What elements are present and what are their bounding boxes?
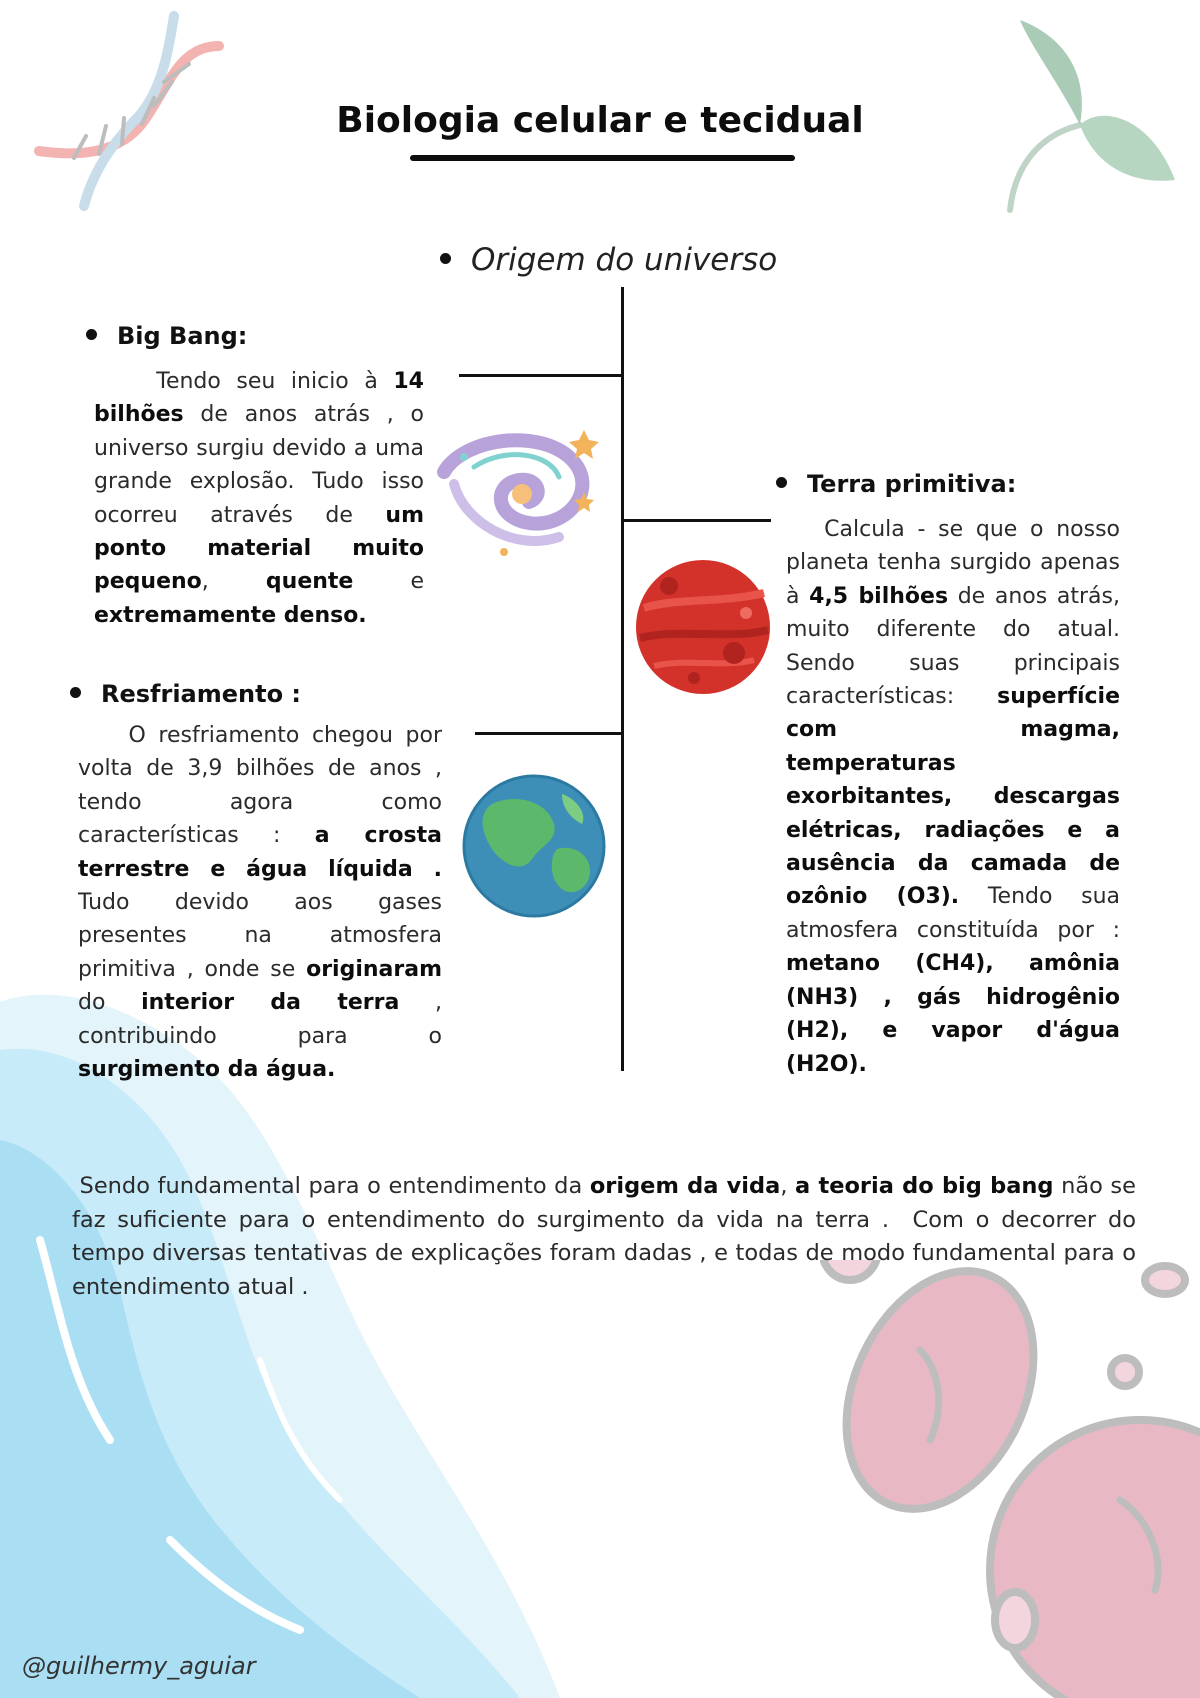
text-segment: , bbox=[201, 569, 266, 595]
text-segment: não se faz suficiente para o entendimento do surgimento da vida na terra . Com o decorrer do tempo diversas tentativas de explicações foram dadas , e todas de modo fundamental para o entendimento atual . bbox=[72, 1173, 1136, 1300]
text-segment: , bbox=[780, 1173, 796, 1199]
bullet-icon bbox=[70, 687, 81, 698]
conclusion-paragraph bbox=[72, 1170, 1136, 1304]
text-segment: de anos atrás , o universo surgiu devido a uma grande explosão. Tudo isso ocorreu através de bbox=[94, 402, 424, 528]
text-segment: Tudo devido aos gases presentes na atmosfera primitiva , onde se bbox=[78, 890, 442, 982]
blood-cell-icon bbox=[820, 1260, 1200, 1698]
bullet-icon bbox=[776, 477, 787, 488]
big-bang-heading bbox=[86, 322, 247, 350]
resfriamento-paragraph bbox=[78, 719, 442, 1086]
text-segment: de anos atrás, muito diferente do atual. Sendo suas principais características: bbox=[786, 583, 1120, 710]
bold-text-segment: um ponto material muito pequeno bbox=[94, 502, 424, 595]
bold-text-segment: origem da vida bbox=[589, 1173, 781, 1199]
main-heading bbox=[440, 242, 777, 278]
terra-primitiva-paragraph bbox=[786, 513, 1120, 1081]
bold-text-segment: quente bbox=[265, 569, 354, 595]
resfriamento-heading bbox=[70, 680, 301, 708]
bold-text-segment: a teoria do big bang bbox=[795, 1173, 1054, 1199]
title-underline bbox=[410, 155, 795, 161]
big-bang-title: Big Bang: bbox=[117, 322, 248, 350]
red-planet-icon bbox=[634, 558, 772, 696]
bullet-icon bbox=[86, 329, 97, 340]
text-segment: O resfriamento chegou por volta de 3,9 bilhões de anos , tendo agora como características : bbox=[78, 723, 442, 849]
page-title: Biologia celular e tecidual bbox=[336, 100, 864, 141]
main-heading-label: Origem do universo bbox=[471, 242, 778, 278]
author-handle: @guilhermy_aguiar bbox=[22, 1652, 256, 1680]
big-bang-paragraph bbox=[94, 365, 424, 632]
bold-text-segment: metano (CH4), amônia (NH3) , gás hidrogênio (H2), e vapor d'água (H2O). bbox=[786, 951, 1120, 1077]
bold-text-segment: 14 bilhões bbox=[94, 369, 424, 428]
bold-text-segment: interior da terra bbox=[141, 990, 400, 1016]
earth-icon bbox=[462, 774, 606, 918]
connector-resfriamento bbox=[475, 732, 623, 735]
bold-text-segment: superfície com magma, temperaturas exorbitantes, descargas elétricas, radiações e a ausência da camada de ozônio (O3). bbox=[786, 684, 1120, 910]
text-segment: , contribuindo para o bbox=[78, 990, 442, 1049]
text-segment: Sendo fundamental para o entendimento da bbox=[72, 1173, 590, 1199]
water-wave-icon bbox=[0, 980, 560, 1698]
text-segment: Calcula - se que o nosso planeta tenha surgido apenas à bbox=[786, 517, 1120, 609]
text-segment: Tendo seu inicio à bbox=[94, 369, 394, 394]
bold-text-segment: 4,5 bilhões bbox=[809, 583, 949, 609]
connector-big-bang bbox=[459, 374, 623, 377]
connector-terra-primitiva bbox=[621, 519, 771, 522]
terra-primitiva-title: Terra primitiva: bbox=[807, 470, 1017, 498]
terra-primitiva-heading bbox=[776, 470, 1016, 498]
galaxy-icon bbox=[434, 422, 604, 564]
text-segment: do bbox=[78, 990, 142, 1016]
bold-text-segment: extremamente denso. bbox=[94, 602, 367, 628]
bold-text-segment: originaram bbox=[306, 956, 442, 982]
text-segment: Tendo sua atmosfera constituída por : bbox=[786, 884, 1120, 943]
timeline-vertical-line bbox=[621, 287, 624, 1071]
bold-text-segment: a crosta terrestre e água líquida . bbox=[78, 823, 443, 882]
resfriamento-title: Resfriamento : bbox=[101, 680, 302, 708]
text-segment: e bbox=[353, 569, 424, 595]
bullet-icon bbox=[440, 253, 451, 264]
bold-text-segment: surgimento da água. bbox=[78, 1057, 336, 1083]
